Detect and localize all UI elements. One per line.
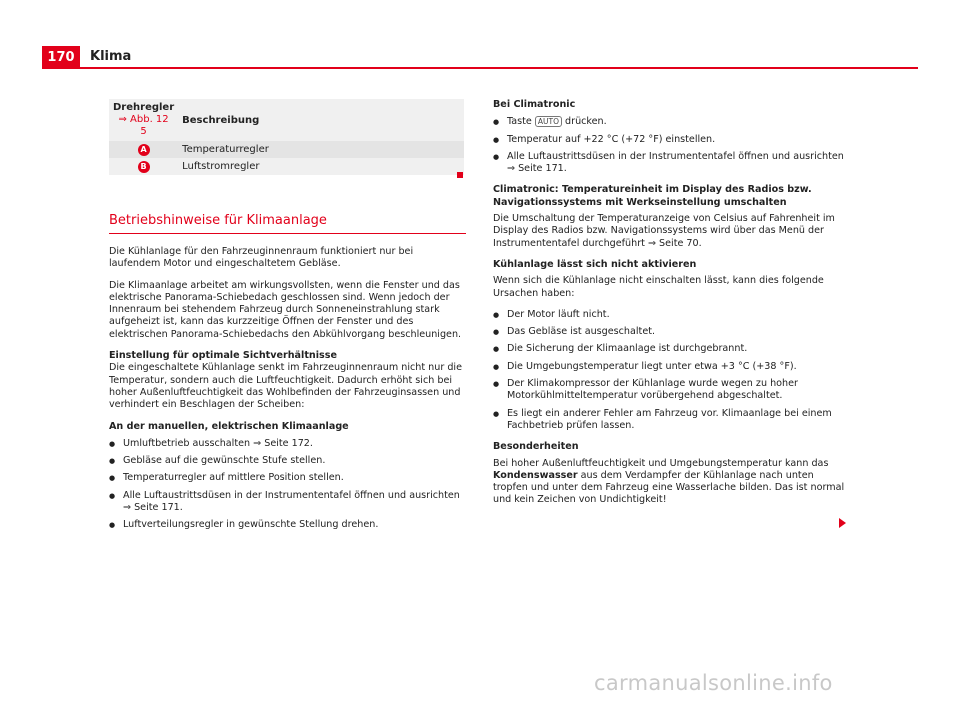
- table-header-description: Beschreibung: [178, 99, 464, 141]
- section-rule: [109, 233, 466, 234]
- paragraph: Die eingeschaltete Kühlanlage senkt im Fahrzeuginnenraum nicht nur die Temperatur, sondern auch die Luftfeuchtigkeit. Dadurch erhöht sich bei hoher Außenluftfeuchtigkeit das Wohlbefinden der Fahrzeuginsassen und verhindert ein Beschlagen der Scheiben:: [109, 362, 462, 411]
- badge-a: A: [138, 144, 150, 156]
- continue-arrow-icon: [839, 518, 846, 528]
- auto-key: AUTO: [535, 116, 562, 127]
- control-table: [109, 99, 464, 175]
- row-label: Luftstromregler: [178, 158, 464, 175]
- list-item: ● Alle Luftaustrittsdüsen in der Instrumententafel öffnen und ausrichten ⇒ Seite 171.: [109, 490, 464, 515]
- subheading: Bei Climatronic: [493, 99, 576, 110]
- list-item: [493, 116, 845, 128]
- list-item: ● Es liegt ein anderer Fehler am Fahrzeug vor. Klimaanlage bei einem Fachbetrieb prüfen lassen.: [493, 408, 845, 433]
- paragraph: Wenn sich die Kühlanlage nicht einschalten lässt, kann dies folgende Ursachen haben:: [493, 275, 824, 299]
- subheading: Einstellung für optimale Sichtverhältnisse: [109, 350, 337, 362]
- chapter-title: Klima: [90, 49, 132, 64]
- list-item: ● Umluftbetrieb ausschalten ⇒ Seite 172.: [109, 438, 464, 450]
- table-row: [109, 158, 464, 175]
- table-header-dial: [109, 99, 178, 141]
- paragraph-text: aus dem Verdampfer der Kühlanlage nach unten tropfen und unter dem Fahrzeug eine Wasserlache bilden. Das ist normal und kein Zeichen von Undichtigkeit!: [493, 469, 845, 506]
- list-item: ● Gebläse auf die gewünschte Stufe stellen.: [109, 455, 464, 467]
- list-item: ● Alle Luftaustrittsdüsen in der Instrumententafel öffnen und ausrichten ⇒ Seite 171.: [493, 151, 845, 176]
- list-item: ● Die Sicherung der Klimaanlage ist durchgebrannt.: [493, 343, 845, 355]
- list-item: ● Das Gebläse ist ausgeschaltet.: [493, 326, 845, 338]
- left-column: [109, 246, 464, 532]
- list-item: ● Temperatur auf +22 °C (+72 °F) einstellen.: [493, 134, 845, 146]
- paragraph: Die Umschaltung der Temperaturanzeige von Celsius auf Fahrenheit im Display des Radios bzw. Navigationssystems wird über das Menü der Instrumententafel durchgeführt ⇒ Seite 70.: [493, 213, 835, 249]
- list-item: ● Der Klimakompressor der Kühlanlage wurde wegen zu hoher Motorkühlmitteltemperatur vorübergehend abgeschaltet.: [493, 378, 845, 403]
- subheading: Kühlanlage lässt sich nicht aktivieren: [493, 258, 697, 270]
- header-dial-label: Drehregler: [113, 102, 175, 113]
- subheading: Climatronic: Temperatureinheit im Display des Radios bzw. Navigationssystems mit Werkseinstellung umschalten: [493, 184, 812, 208]
- list-item: ● Der Motor läuft nicht.: [493, 309, 845, 321]
- paragraph: Die Kühlanlage für den Fahrzeuginnenraum funktioniert nur bei laufendem Motor und eingeschaltetem Gebläse.: [109, 246, 414, 270]
- badge-b: B: [138, 161, 150, 173]
- paragraph: [493, 458, 845, 507]
- watermark: carmanualsonline.info: [594, 671, 833, 695]
- section-heading: Betriebshinweise für Klimaanlage: [109, 213, 327, 228]
- list-item: ● Temperaturregler auf mittlere Position stellen.: [109, 472, 464, 484]
- paragraph-emphasis: Kondenswasser: [493, 469, 578, 481]
- header-rule: [42, 67, 918, 69]
- figure-reference-number: 5: [140, 126, 147, 137]
- list-item: ● Luftverteilungsregler in gewünschte Stellung drehen.: [109, 519, 464, 531]
- paragraph: Die Klimaanlage arbeitet am wirkungsvollsten, wenn die Fenster und das elektrische Panorama-Schiebedach geschlossen sind. Wenn jedoch der Innenraum bei stehendem Fahrzeug durch Sonneneinstrahlung stark aufgeheizt ist, kann das kurzzeitige Öffnen der Fenster und des elektrischen Panorama-Schiebedachs den Abkühlvorgang beschleunigen.: [109, 279, 462, 340]
- paragraph-text: Bei hoher Außenluftfeuchtigkeit und Umgebungstemperatur kann das: [493, 457, 829, 469]
- list-item-text: Taste: [507, 116, 532, 128]
- figure-reference-link[interactable]: ⇒ Abb. 12: [118, 114, 169, 125]
- subheading: An der manuellen, elektrischen Klimaanlage: [109, 420, 349, 432]
- section-end-marker: [457, 172, 463, 178]
- subheading: Besonderheiten: [493, 441, 579, 453]
- row-label: Temperaturregler: [178, 141, 464, 158]
- table-row: [109, 141, 464, 158]
- list-item: ● Die Umgebungstemperatur liegt unter etwa +3 °C (+38 °F).: [493, 361, 845, 373]
- page-number: 170: [42, 46, 80, 68]
- list-item-text: drücken.: [565, 116, 607, 128]
- right-column: [493, 99, 845, 507]
